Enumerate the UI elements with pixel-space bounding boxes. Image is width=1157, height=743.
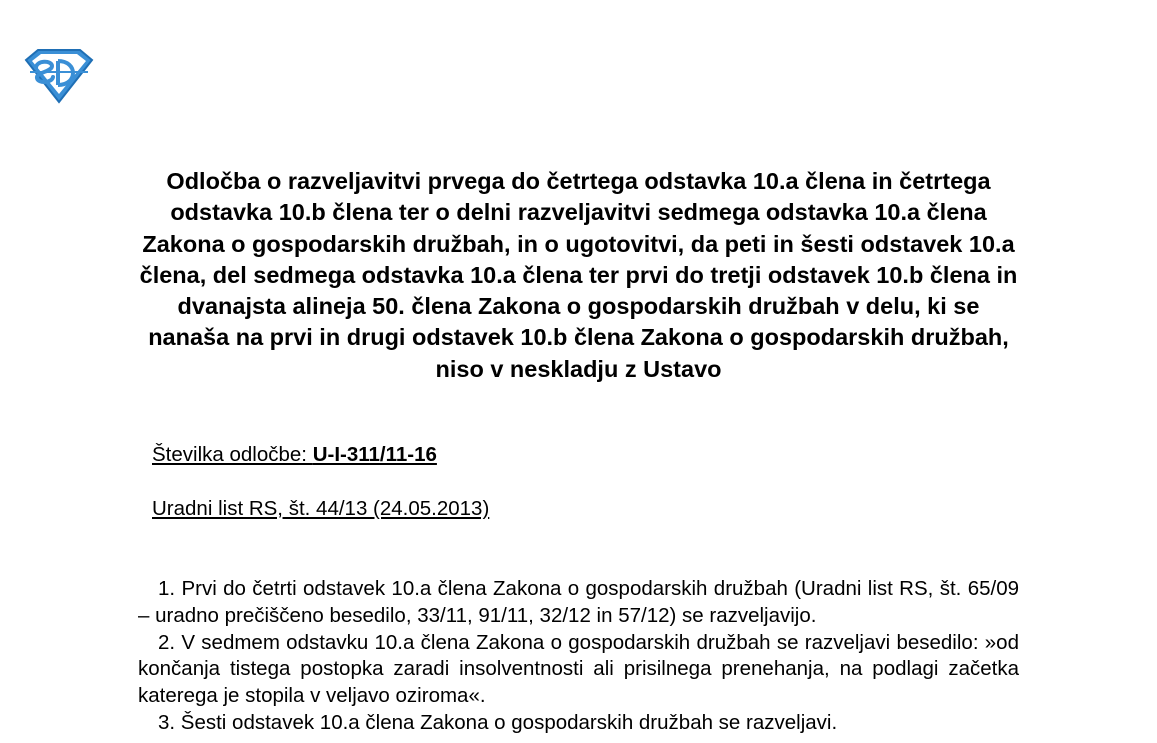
paragraph-1: 1. Prvi do četrti odstavek 10.a člena Zakona o gospodarskih družbah (Uradni list RS, št. 65/09 – uradno prečiščeno besedilo, 33/11, 91/11, 32/12 in 57/12) se razveljavijo. [138, 577, 1019, 627]
document-title: Odločba o razveljavitvi prvega do četrtega odstavka 10.a člena in četrtega odstavka 10.b člena ter o delni razveljavitvi sedmega odstavka 10.a člena Zakona o gospodarskih družbah, in o ugotovitvi, da peti in šesti odstavek 10.a člena, del sedmega odstavka 10.a člena ter prvi do tretji odstavek 10.b člena in dvanajsta alineja 50. člena Zakona o gospodarskih družbah v delu, ki se nanaša na prvi in drugi odstavek 10.b člena Zakona o gospodarskih družbah, niso v neskladju z Ustavo [139, 168, 1018, 382]
decision-number-label: Številka odločbe: [152, 443, 313, 466]
paragraph-2: 2. V sedmem odstavku 10.a člena Zakona o gospodarskih družbah se razveljavi besedilo: »od končanja tistega postopka zaradi insolventnosti ali prisilnega prenehanja, na podlagi začetka katerega je stopila v veljavo oziroma«. [138, 630, 1019, 708]
decision-number-link[interactable] [152, 442, 437, 468]
decision-number-value: U-I-311/11-16 [312, 443, 437, 466]
decision-body [138, 576, 1019, 737]
shield-logo-icon [22, 48, 96, 104]
paragraph-3: 3. Šesti odstavek 10.a člena Zakona o gospodarskih družbah se razveljavi. [158, 710, 838, 734]
official-gazette-link[interactable]: Uradni list RS, št. 44/13 (24.05.2013) [152, 497, 490, 520]
